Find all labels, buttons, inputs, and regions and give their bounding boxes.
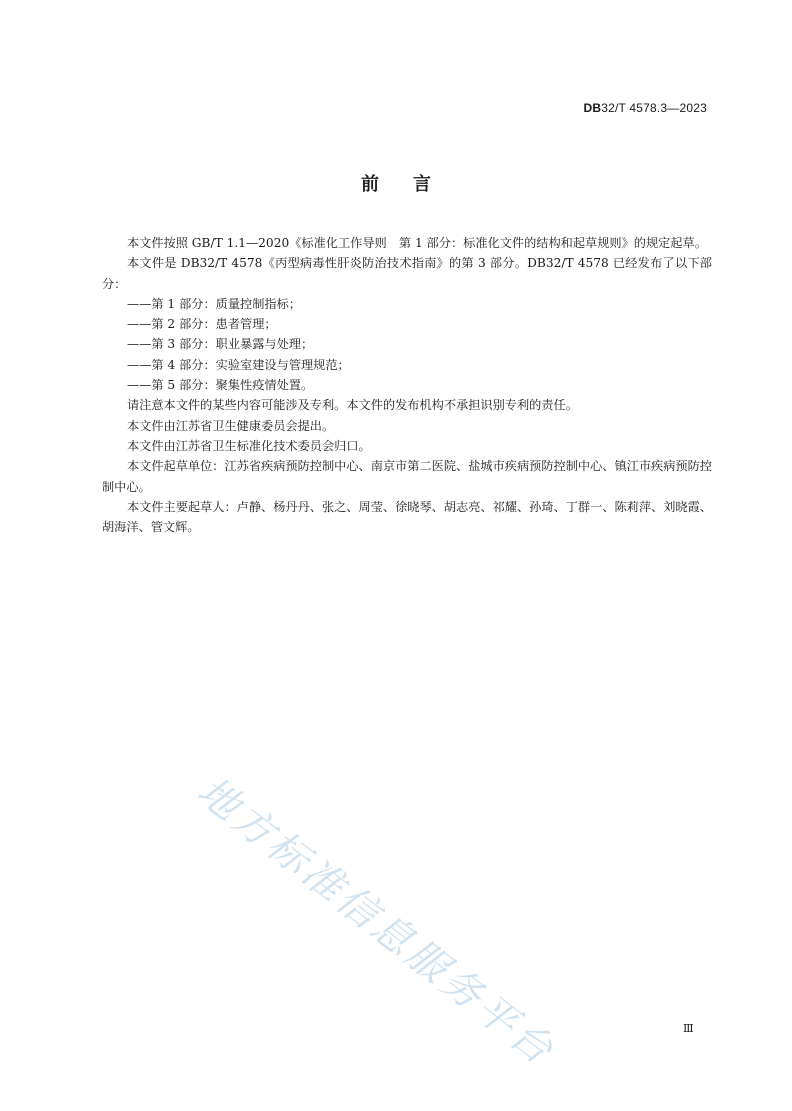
page-number: Ⅲ [683,1022,694,1035]
watermark: 地方标准信息服务平台 [188,768,564,1076]
paragraph: 本文件按照 GB/T 1.1—2020《标准化工作导则 第 1 部分：标准化文件的结构和起草规则》的规定起草。 [127,236,707,250]
doc-code-prefix: DB [583,101,602,115]
doc-code-rest: 32/T 4578.3—2023 [601,101,707,115]
page-title: 前言 [361,174,465,195]
part-list-item: ——第 4 部分：实验室建设与管理规范； [127,357,350,372]
part-list-item: ——第 5 部分：聚集性疫情处置。 [127,378,314,393]
paragraph: 本文件是 DB32/T 4578《丙型病毒性肝炎防治技术指南》的第 3 部分。DB32/T 4578 已经发布了以下部分： [102,256,712,291]
foreword-body [102,233,712,537]
paragraph: 本文件由江苏省卫生健康委员会提出。 [127,418,335,433]
part-list-item: ——第 2 部分：患者管理； [127,317,277,332]
paragraph: 本文件起草单位：江苏省疾病预防控制中心、南京市第二医院、盐城市疾病预防控制中心、镇江市疾病预防控制中心。 [102,459,712,494]
paragraph: 本文件主要起草人：卢静、杨丹丹、张之、周莹、徐晓琴、胡志亮、祁耀、孙琦、丁群一、陈莉萍、刘晓霞、胡海洋、管文辉。 [102,499,712,535]
part-list-item: ——第 1 部分：质量控制指标； [127,296,301,311]
paragraph: 请注意本文件的某些内容可能涉及专利。本文件的发布机构不承担识别专利的责任。 [127,398,578,413]
part-list-item: ——第 3 部分：职业暴露与处理； [127,337,314,352]
document-code [584,101,707,115]
paragraph: 本文件由江苏省卫生标准化技术委员会归口。 [127,438,371,453]
